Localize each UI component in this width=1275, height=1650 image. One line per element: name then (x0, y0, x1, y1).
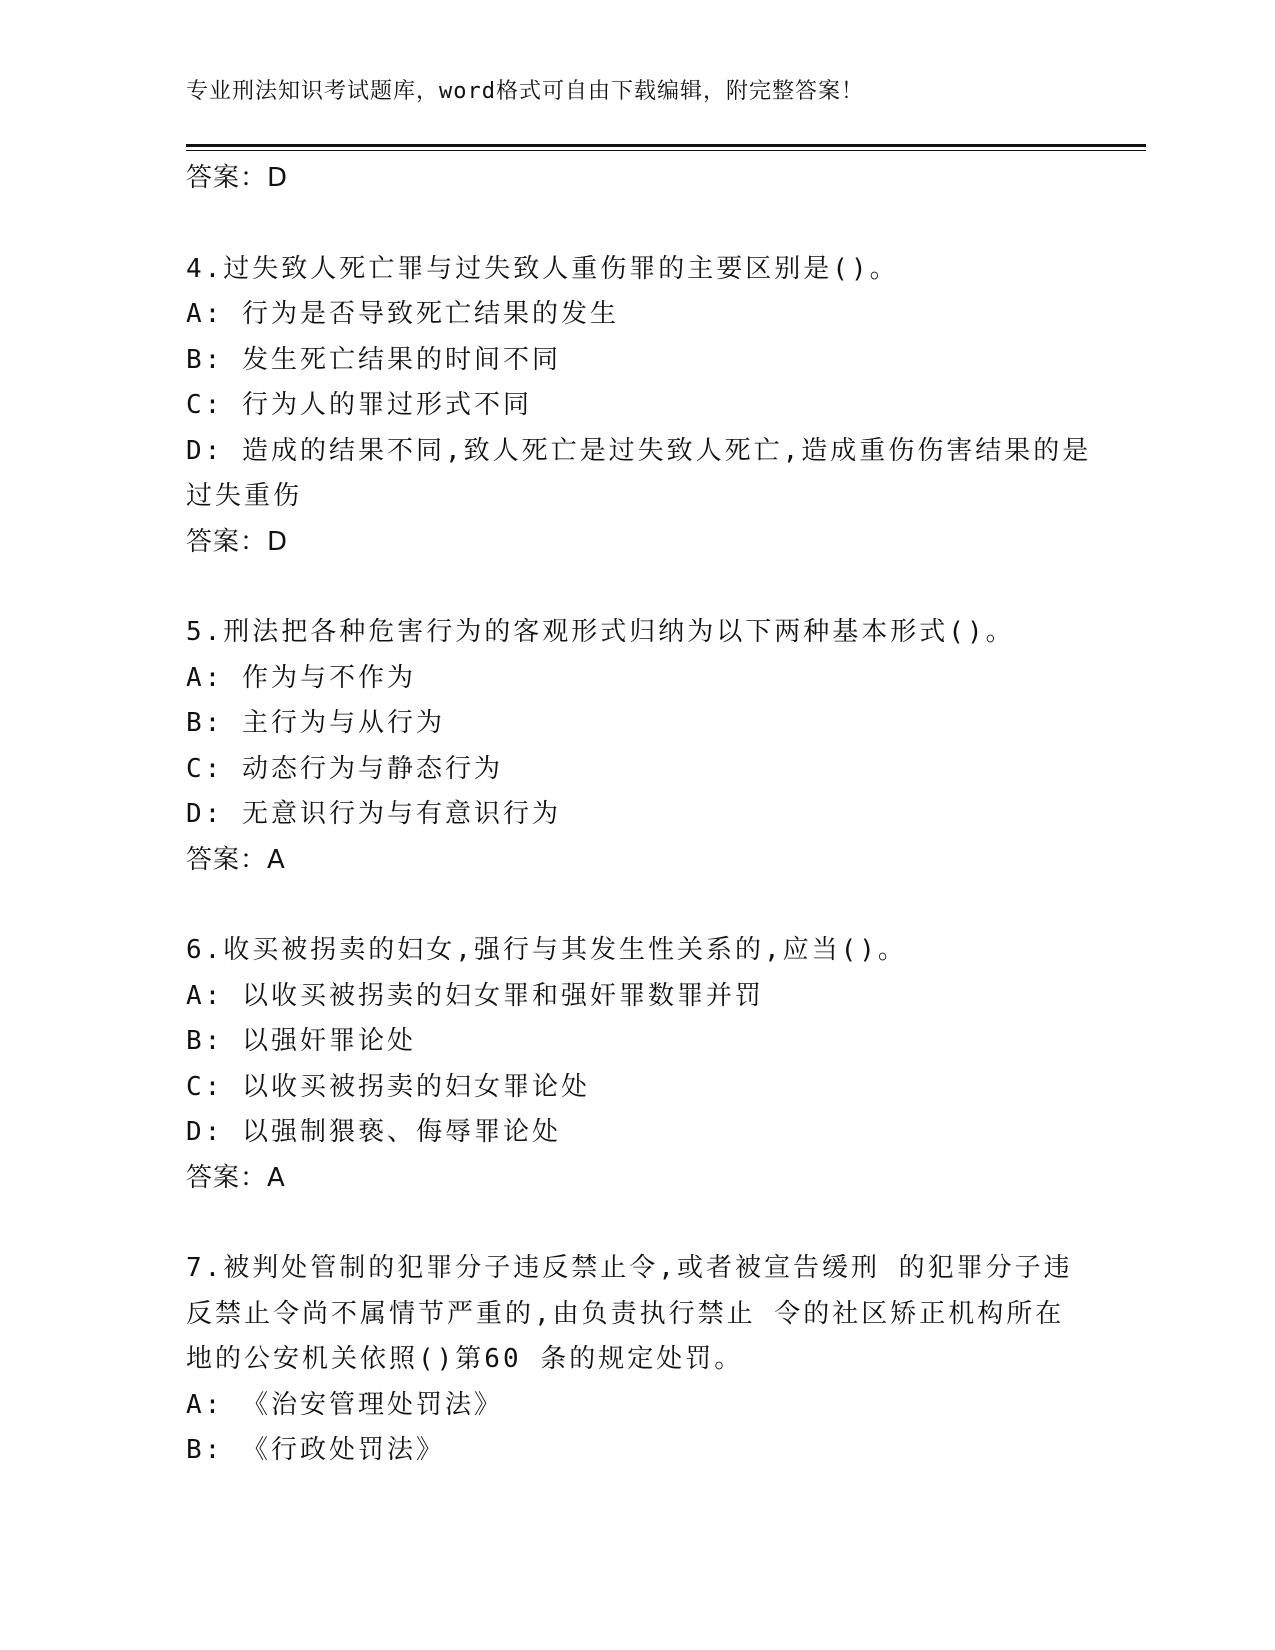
question-stem-line-1: 7.被判处管制的犯罪分子违反禁止令,或者被宣告缓刑 的犯罪分子违 (186, 1253, 1073, 1283)
question-6 (186, 928, 1086, 1201)
option-c: C: 行为人的罪过形式不同 (186, 390, 532, 420)
option-a: A: 以收买被拐卖的妇女罪和强奸罪数罪并罚 (186, 980, 764, 1011)
question-stem-line-2: 反禁止令尚不属情节严重的,由负责执行禁止 令的社区矫正机构所在 (186, 1298, 1065, 1329)
option-a: A: 作为与不作为 (186, 662, 416, 693)
answer-line: 答案：D (186, 163, 289, 193)
answer-line: 答案：D (186, 526, 289, 557)
header-text: 专业刑法知识考试题库，word格式可自由下载编辑，附完整答案！ (186, 79, 864, 104)
option-d-continued: 过失重伤 (186, 481, 303, 511)
answer-line: 答案：A (186, 844, 286, 875)
option-b: B: 《行政处罚法》 (186, 1435, 445, 1465)
question-stem-line-3: 地的公安机关依照()第60 条的规定处罚。 (186, 1344, 744, 1374)
option-a: A: 《治安管理处罚法》 (186, 1389, 503, 1420)
question-4 (186, 247, 1092, 566)
option-c: C: 动态行为与静态行为 (186, 753, 503, 784)
document-body (186, 156, 1092, 1474)
question-stem: 6.收买被拐卖的妇女,强行与其发生性关系的,应当()。 (186, 935, 907, 965)
option-d: D: 造成的结果不同,致人死亡是过失致人死亡,造成重伤伤害结果的是 (186, 435, 1092, 466)
header-rule-thick (186, 144, 1146, 147)
question-7 (186, 1246, 1086, 1474)
header-rule-thin (186, 150, 1146, 151)
question-5 (186, 610, 1086, 883)
answer-line: 答案：A (186, 1162, 286, 1193)
question-stem: 5.刑法把各种危害行为的客观形式归纳为以下两种基本形式()。 (186, 617, 1015, 647)
option-d: D: 以强制猥亵、侮辱罪论处 (186, 1117, 561, 1147)
option-b: B: 以强奸罪论处 (186, 1026, 416, 1056)
question-stem: 4.过失致人死亡罪与过失致人重伤罪的主要区别是()。 (186, 253, 899, 284)
option-a: A: 行为是否导致死亡结果的发生 (186, 299, 619, 329)
option-b: B: 发生死亡结果的时间不同 (186, 344, 561, 375)
option-b: B: 主行为与从行为 (186, 708, 445, 738)
option-d: D: 无意识行为与有意识行为 (186, 799, 561, 829)
option-c: C: 以收买被拐卖的妇女罪论处 (186, 1071, 590, 1102)
